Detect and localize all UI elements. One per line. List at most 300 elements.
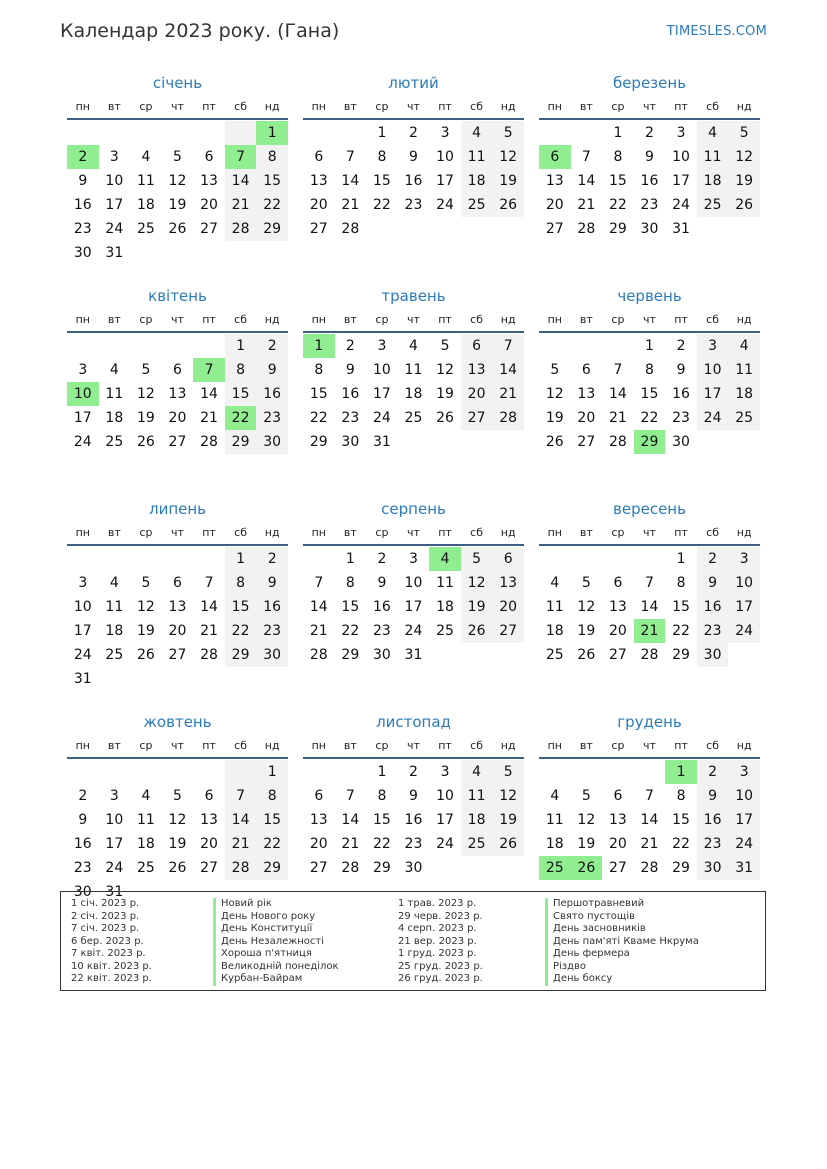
day-cell: 5	[141, 362, 151, 378]
month-name: жовтень	[143, 713, 212, 731]
weekday-label: ср	[611, 100, 625, 113]
weekday-label: чт	[643, 739, 656, 752]
day-cell: 13	[461, 358, 493, 382]
day-cell: 1	[613, 125, 623, 141]
day-cell: 4	[461, 121, 493, 145]
holiday-date: 1 січ. 2023 р.	[71, 898, 140, 909]
empty-cell	[67, 760, 99, 784]
day-cell: 11	[136, 173, 155, 189]
empty-cell	[162, 121, 194, 145]
weekday-label: пт	[438, 526, 452, 539]
empty-cell	[461, 430, 493, 454]
empty-cell	[492, 430, 524, 454]
day-cell: 5	[581, 788, 591, 804]
day-cell: 26	[492, 193, 524, 217]
day-cell: 18	[136, 836, 155, 852]
day-cell: 7	[204, 575, 214, 591]
day-cell: 2	[377, 551, 387, 567]
day-cell: 6	[173, 362, 182, 378]
day-cell: 2	[697, 547, 729, 571]
day-cell: 26	[492, 832, 524, 856]
weekday-label: пн	[547, 100, 562, 113]
holiday-date: 26 груд. 2023 р.	[398, 973, 483, 984]
day-cell: 25	[461, 193, 493, 217]
day-cell: 18	[461, 169, 493, 193]
weekday-label: вт	[107, 100, 121, 113]
weekday-label: нд	[264, 526, 280, 539]
day-cell: 15	[372, 812, 391, 828]
day-cell: 2	[345, 338, 355, 354]
day-cell: 13	[168, 599, 187, 615]
day-cell: 28	[225, 856, 257, 880]
day-cell: 27	[309, 860, 328, 876]
day-cell: 16	[697, 808, 729, 832]
weekday-label: нд	[500, 313, 516, 326]
month-name: листопад	[376, 713, 451, 731]
site-link[interactable]: TIMESLES.COM	[666, 24, 767, 39]
day-cell: 22	[372, 197, 391, 213]
day-cell: 20	[492, 595, 524, 619]
day-cell: 23	[256, 619, 288, 643]
weekday-header	[67, 310, 288, 331]
weekday-label: вт	[107, 313, 121, 326]
weekday-label: ср	[611, 526, 625, 539]
month-4	[67, 283, 288, 496]
day-cell: 3	[728, 760, 760, 784]
day-cell: 5	[492, 121, 524, 145]
day-cell: 25	[105, 647, 124, 663]
holiday-date: 7 квіт. 2023 р.	[71, 948, 146, 959]
day-cell: 25	[105, 434, 124, 450]
empty-cell	[539, 121, 571, 145]
day-cell: 5	[728, 121, 760, 145]
day-cell: 28	[608, 434, 627, 450]
day-grid	[303, 547, 524, 667]
day-cell: 7	[225, 145, 257, 169]
day-cell: 13	[492, 571, 524, 595]
day-cell: 22	[608, 197, 627, 213]
weekday-label: сб	[470, 739, 484, 752]
day-cell: 5	[173, 788, 182, 804]
day-cell: 28	[200, 434, 218, 450]
day-cell: 6	[204, 149, 214, 165]
holiday-date: 22 квіт. 2023 р.	[71, 973, 152, 984]
day-cell: 5	[173, 149, 182, 165]
empty-cell	[492, 856, 524, 880]
weekday-label: пн	[547, 526, 562, 539]
weekday-label: пн	[75, 100, 90, 113]
day-cell: 2	[78, 788, 88, 804]
empty-cell	[335, 121, 367, 145]
weekday-header	[539, 736, 760, 757]
day-cell: 20	[168, 410, 187, 426]
weekday-label: сб	[234, 313, 248, 326]
empty-cell	[130, 667, 162, 691]
month-name: серпень	[381, 500, 446, 518]
weekday-label: ср	[611, 313, 625, 326]
holiday-name: День засновників	[545, 923, 765, 936]
day-cell: 16	[341, 386, 360, 402]
day-cell: 8	[345, 575, 355, 591]
day-cell: 26	[728, 193, 760, 217]
day-cell: 18	[105, 623, 124, 639]
day-cell: 21	[492, 382, 524, 406]
weekday-divider	[303, 757, 524, 759]
day-cell: 7	[193, 358, 225, 382]
month-name: грудень	[617, 713, 682, 731]
empty-cell	[99, 121, 131, 145]
holiday-date: 4 серп. 2023 р.	[398, 923, 477, 934]
day-cell: 8	[676, 788, 686, 804]
day-cell: 3	[409, 551, 418, 567]
weekday-label: нд	[500, 526, 516, 539]
day-cell: 13	[309, 173, 328, 189]
empty-cell	[539, 334, 571, 358]
weekday-label: сб	[470, 100, 484, 113]
weekday-label: ср	[139, 526, 153, 539]
empty-cell	[366, 217, 398, 241]
day-cell: 13	[309, 812, 328, 828]
holiday-name: Великодній понеділок	[213, 961, 398, 974]
day-cell: 4	[550, 788, 560, 804]
day-cell: 27	[608, 647, 627, 663]
day-cell: 12	[461, 571, 493, 595]
empty-cell	[728, 217, 760, 241]
empty-cell	[429, 430, 461, 454]
day-cell: 6	[204, 788, 214, 804]
weekday-label: сб	[706, 739, 720, 752]
holiday-date: 29 черв. 2023 р.	[398, 910, 483, 922]
day-cell: 27	[608, 860, 627, 876]
weekday-label: вт	[579, 313, 593, 326]
day-cell: 14	[200, 599, 218, 615]
day-cell: 22	[341, 623, 360, 639]
day-cell: 16	[672, 386, 690, 402]
day-cell: 8	[613, 149, 623, 165]
day-cell: 27	[200, 860, 218, 876]
day-cell: 27	[309, 221, 328, 237]
empty-cell	[728, 430, 760, 454]
month-name: січень	[152, 74, 203, 92]
day-cell: 2	[409, 764, 418, 780]
day-cell: 4	[697, 121, 729, 145]
day-cell: 7	[345, 788, 355, 804]
weekday-header	[67, 523, 288, 544]
day-cell: 30	[640, 221, 659, 237]
day-grid	[539, 547, 760, 667]
day-cell: 4	[109, 362, 119, 378]
day-cell: 12	[492, 145, 524, 169]
day-cell: 15	[672, 599, 690, 615]
day-cell: 20	[461, 382, 493, 406]
day-cell: 10	[105, 812, 124, 828]
day-cell: 12	[577, 812, 596, 828]
day-cell: 29	[672, 647, 690, 663]
day-cell: 4	[409, 338, 418, 354]
weekday-divider	[67, 118, 288, 120]
day-cell: 26	[436, 410, 454, 426]
day-cell: 20	[200, 836, 218, 852]
day-cell: 17	[105, 836, 124, 852]
day-cell: 22	[309, 410, 328, 426]
day-cell: 11	[105, 386, 124, 402]
day-cell: 19	[136, 410, 155, 426]
day-cell: 19	[577, 623, 596, 639]
day-cell: 28	[341, 221, 360, 237]
day-cell: 29	[672, 860, 690, 876]
day-cell: 19	[168, 836, 187, 852]
day-cell: 13	[545, 173, 564, 189]
day-cell: 2	[67, 145, 99, 169]
day-cell: 9	[697, 784, 729, 808]
day-cell: 8	[645, 362, 654, 378]
day-cell: 10	[372, 362, 391, 378]
holiday-name: День Нового року	[213, 911, 398, 924]
day-cell: 28	[225, 217, 257, 241]
day-cell: 31	[73, 671, 92, 687]
day-cell: 23	[404, 836, 423, 852]
day-cell: 23	[672, 410, 690, 426]
day-cell: 18	[545, 623, 564, 639]
day-cell: 8	[256, 784, 288, 808]
day-cell: 7	[645, 575, 654, 591]
day-cell: 27	[461, 406, 493, 430]
day-cell: 21	[309, 623, 328, 639]
day-cell: 11	[697, 145, 729, 169]
day-cell: 30	[372, 647, 391, 663]
weekday-label: сб	[706, 313, 720, 326]
empty-cell	[225, 241, 257, 265]
day-cell: 21	[225, 193, 257, 217]
day-cell: 14	[640, 812, 659, 828]
day-cell: 16	[640, 173, 659, 189]
day-cell: 18	[136, 197, 155, 213]
weekday-label: ср	[375, 313, 389, 326]
day-cell: 23	[372, 623, 391, 639]
day-cell: 19	[168, 197, 187, 213]
weekday-label: нд	[264, 100, 280, 113]
day-cell: 17	[73, 623, 92, 639]
day-cell: 29	[256, 217, 288, 241]
empty-cell	[193, 547, 225, 571]
day-cell: 23	[73, 860, 92, 876]
day-cell: 2	[697, 760, 729, 784]
day-grid	[539, 121, 760, 241]
day-cell: 1	[256, 121, 288, 145]
day-cell: 14	[225, 169, 257, 193]
empty-cell	[193, 760, 225, 784]
holiday-name: День пам'яті Кваме Нкрума	[545, 936, 765, 949]
empty-cell	[99, 760, 131, 784]
weekday-divider	[303, 118, 524, 120]
empty-cell	[398, 430, 430, 454]
day-cell: 3	[109, 788, 119, 804]
day-cell: 8	[377, 149, 387, 165]
day-cell: 30	[73, 884, 92, 900]
day-cell: 26	[168, 860, 187, 876]
day-cell: 16	[404, 173, 423, 189]
holiday-name: День Конституції	[213, 923, 398, 936]
day-cell: 15	[372, 173, 391, 189]
day-cell: 7	[613, 362, 623, 378]
day-cell: 11	[105, 599, 124, 615]
day-cell: 6	[539, 145, 571, 169]
day-cell: 4	[461, 760, 493, 784]
month-1	[67, 70, 288, 283]
day-cell: 29	[634, 430, 666, 454]
holiday-names-col-2	[545, 898, 765, 990]
day-cell: 15	[256, 169, 288, 193]
day-cell: 28	[309, 647, 328, 663]
empty-cell	[130, 121, 162, 145]
weekday-label: сб	[234, 739, 248, 752]
empty-cell	[429, 856, 461, 880]
empty-cell	[335, 760, 367, 784]
day-cell: 22	[672, 836, 690, 852]
weekday-label: чт	[643, 313, 656, 326]
day-cell: 6	[314, 149, 324, 165]
empty-cell	[602, 547, 634, 571]
day-cell: 9	[78, 812, 88, 828]
weekday-label: пт	[674, 526, 688, 539]
weekday-header	[303, 310, 524, 331]
day-cell: 20	[545, 197, 564, 213]
day-grid	[303, 121, 524, 241]
weekday-label: чт	[643, 526, 656, 539]
holiday-date: 1 трав. 2023 р.	[398, 898, 477, 909]
holiday-dates-col-1	[71, 898, 213, 990]
day-cell: 2	[256, 334, 288, 358]
day-grid	[67, 121, 288, 265]
day-cell: 10	[73, 599, 92, 615]
empty-cell	[492, 643, 524, 667]
empty-cell	[539, 760, 571, 784]
empty-cell	[162, 334, 194, 358]
weekday-header	[539, 97, 760, 118]
day-cell: 19	[545, 410, 564, 426]
day-cell: 27	[168, 647, 187, 663]
month-2	[303, 70, 524, 283]
weekday-label: ср	[139, 313, 153, 326]
day-cell: 21	[608, 410, 627, 426]
empty-cell	[99, 334, 131, 358]
weekday-label: пт	[674, 313, 688, 326]
day-cell: 14	[577, 173, 596, 189]
day-cell: 28	[341, 860, 360, 876]
day-cell: 6	[613, 788, 623, 804]
day-cell: 5	[461, 547, 493, 571]
empty-cell	[256, 241, 288, 265]
day-cell: 3	[728, 547, 760, 571]
day-cell: 6	[581, 362, 591, 378]
weekday-divider	[539, 544, 760, 546]
day-cell: 7	[581, 149, 591, 165]
page-title: Календар 2023 року. (Гана)	[60, 20, 340, 42]
day-cell: 23	[256, 406, 288, 430]
day-cell: 23	[341, 410, 360, 426]
day-cell: 24	[105, 860, 124, 876]
day-cell: 28	[200, 647, 218, 663]
day-cell: 25	[461, 832, 493, 856]
day-cell: 31	[672, 221, 690, 237]
weekday-label: нд	[264, 313, 280, 326]
weekday-label: вт	[579, 100, 593, 113]
day-cell: 18	[697, 169, 729, 193]
day-cell: 22	[372, 836, 391, 852]
day-cell: 21	[200, 623, 218, 639]
weekday-label: ср	[139, 100, 153, 113]
empty-cell	[193, 121, 225, 145]
day-cell: 16	[404, 812, 423, 828]
day-cell: 26	[571, 856, 603, 880]
weekday-label: чт	[643, 100, 656, 113]
day-cell: 10	[728, 571, 760, 595]
day-cell: 7	[345, 149, 355, 165]
day-cell: 20	[608, 836, 627, 852]
day-cell: 7	[314, 575, 324, 591]
weekday-label: нд	[736, 739, 752, 752]
day-cell: 25	[436, 623, 454, 639]
day-cell: 31	[728, 856, 760, 880]
weekday-label: ср	[375, 739, 389, 752]
day-cell: 25	[404, 410, 423, 426]
holiday-name: Хороша п'ятниця	[213, 948, 398, 961]
day-cell: 4	[141, 149, 151, 165]
day-cell: 1	[225, 334, 257, 358]
day-cell: 10	[404, 575, 423, 591]
day-cell: 6	[492, 547, 524, 571]
weekday-label: сб	[470, 526, 484, 539]
day-cell: 9	[697, 571, 729, 595]
day-cell: 1	[676, 551, 686, 567]
day-cell: 19	[492, 169, 524, 193]
weekday-label: ср	[375, 526, 389, 539]
weekday-label: нд	[736, 313, 752, 326]
empty-cell	[539, 547, 571, 571]
day-cell: 8	[676, 575, 686, 591]
day-cell: 18	[404, 386, 423, 402]
day-cell: 3	[109, 149, 119, 165]
day-cell: 21	[341, 197, 360, 213]
weekday-label: чт	[171, 526, 184, 539]
day-cell: 7	[492, 334, 524, 358]
empty-cell	[67, 547, 99, 571]
holiday-name: Свято пустощів	[545, 911, 765, 924]
day-cell: 20	[577, 410, 596, 426]
day-cell: 14	[341, 173, 360, 189]
calendar-grid	[67, 70, 760, 922]
day-cell: 10	[436, 149, 454, 165]
day-cell: 9	[377, 575, 387, 591]
day-cell: 24	[73, 647, 92, 663]
empty-cell	[99, 547, 131, 571]
weekday-label: вт	[579, 526, 593, 539]
day-cell: 12	[728, 145, 760, 169]
weekday-divider	[67, 544, 288, 546]
day-cell: 29	[608, 221, 627, 237]
day-cell: 20	[309, 836, 328, 852]
day-cell: 7	[645, 788, 654, 804]
day-cell: 24	[672, 197, 690, 213]
empty-cell	[130, 760, 162, 784]
day-cell: 16	[73, 836, 92, 852]
day-grid	[539, 334, 760, 454]
empty-cell	[130, 241, 162, 265]
day-cell: 28	[640, 860, 659, 876]
day-grid	[539, 760, 760, 880]
empty-cell	[492, 217, 524, 241]
month-9	[539, 496, 760, 709]
